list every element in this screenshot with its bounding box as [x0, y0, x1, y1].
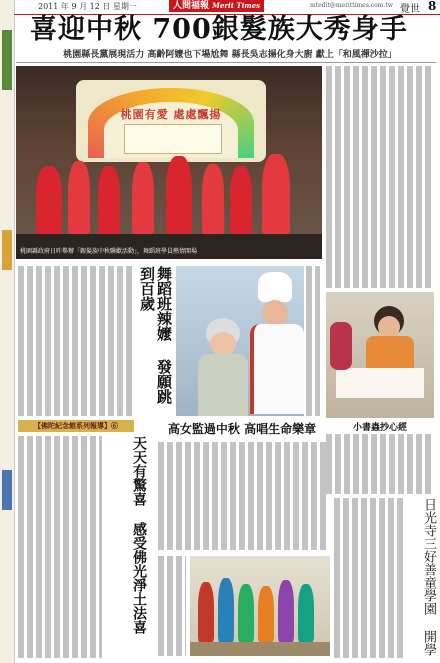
dancer-1	[36, 166, 62, 236]
column-left-text	[18, 436, 102, 658]
dancer-8	[262, 154, 290, 236]
left-edge-mark-2	[2, 230, 12, 270]
brand-cn: 人間福報	[173, 1, 210, 11]
left-edge-strip	[0, 0, 15, 663]
story4-text	[334, 498, 406, 658]
masthead	[14, 0, 440, 15]
text-columns-top-right	[326, 66, 434, 288]
other-kid	[330, 322, 352, 370]
left-edge-mark-3	[2, 470, 12, 510]
headline-rule	[16, 62, 436, 63]
story3-headline: 高女監過中秋 高唱生命樂章	[167, 422, 317, 436]
story4-headline: 日光寺三好善童學園 開學	[421, 498, 436, 656]
text-columns-mid-left	[18, 266, 134, 416]
kid-2	[218, 578, 234, 642]
story3-text	[158, 442, 326, 550]
masthead-brand	[169, 0, 264, 12]
woman-face	[210, 332, 236, 356]
kid-face	[378, 316, 400, 338]
kid-6	[298, 584, 314, 642]
chef-hat	[258, 272, 292, 302]
story2-headline: 舞蹈班辣嬤 發願跳到百歲	[138, 266, 173, 404]
middle-photo-caption	[306, 266, 320, 416]
photo-caption: 桃園縣政府日昨舉辦「銀髮族中秋聯歡活動」，舞蹈班學員熱情開場	[20, 248, 198, 255]
left-edge-mark	[2, 30, 12, 90]
kid-5	[278, 580, 294, 642]
dancer-3	[98, 166, 120, 236]
top-photo	[16, 66, 322, 259]
column-left-tag: 【佛陀紀念館系列報導】⑥	[18, 420, 134, 432]
kids-photo-caption	[158, 556, 186, 656]
kid-4	[258, 586, 274, 642]
photo-banner-text: 桃園有愛 處處飄揚	[120, 108, 222, 121]
banner-notice	[124, 124, 222, 154]
paper	[336, 368, 424, 398]
right-photo	[326, 292, 434, 418]
woman-body	[198, 354, 248, 416]
right-photo-label: 小書蟲抄心經	[352, 423, 407, 433]
kids-group-photo	[190, 556, 330, 656]
chef-coat	[250, 324, 304, 414]
main-headline: 喜迎中秋 700銀髮族大秀身手	[30, 14, 408, 45]
masthead-date: 2011 年 9 月 12 日 星期一	[38, 2, 137, 11]
dancer-6	[202, 164, 224, 236]
brand-en: Merit Times	[212, 1, 261, 10]
dancer-2	[68, 161, 90, 236]
masthead-page-number: 8	[428, 0, 437, 13]
column-left-headline: 天天有驚喜 感受佛光淨土法喜	[131, 436, 147, 634]
dancer-7	[230, 166, 252, 236]
kid-3	[238, 584, 254, 642]
middle-photo	[176, 266, 304, 416]
kids-floor	[190, 642, 330, 656]
chef-face	[262, 300, 288, 326]
masthead-url: mtedit@merittimes.com.tw	[310, 2, 393, 9]
kid-1	[198, 582, 214, 642]
masthead-section: 覺世	[400, 4, 420, 15]
text-columns-right-mid	[326, 434, 434, 494]
dancer-5	[166, 156, 192, 236]
dancer-4	[132, 162, 154, 236]
sub-headline: 桃園縣長黨展現活力 高齡阿嬤也下場尬舞 縣長吳志揚化身大廚 獻上「和風禪沙拉」	[63, 50, 397, 60]
